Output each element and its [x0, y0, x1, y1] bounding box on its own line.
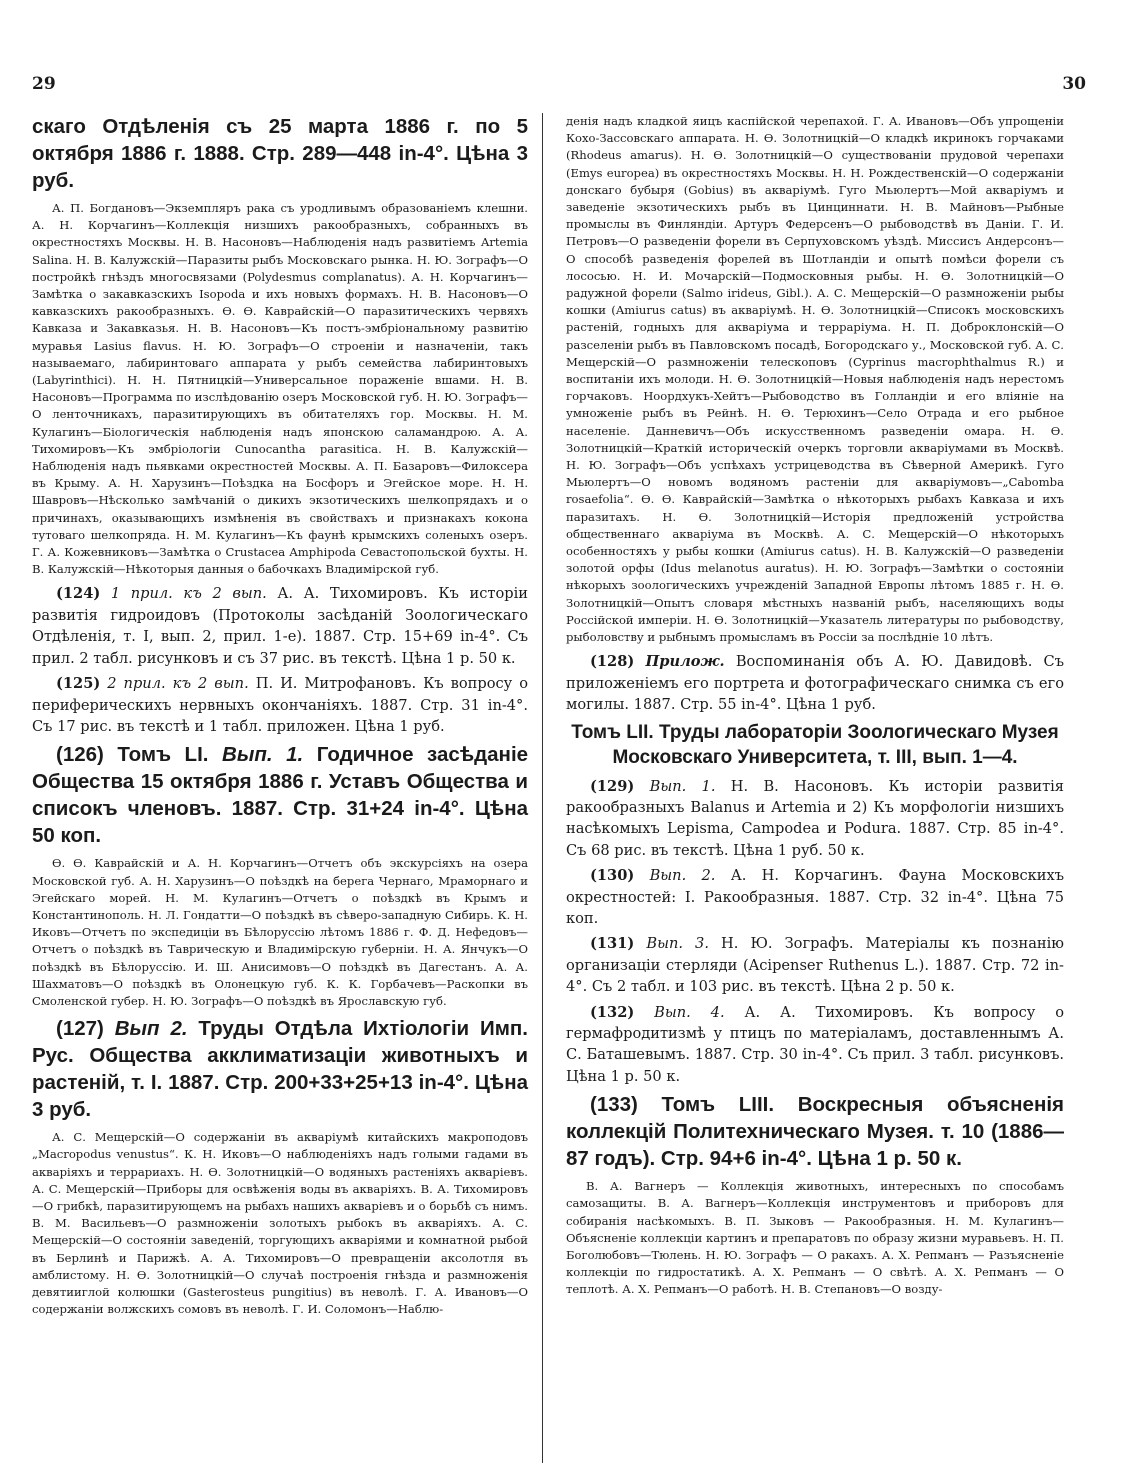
entry-text: А. А. Тихомировъ. Къ вопросу о гермафродитизмѣ у птицъ по матеріаламъ, доставленнымъ А. С. Баташевымъ. 1887. Стр. 30 in-4°. Съ прил. 3 табл. рисунковъ. Цѣна 1 р. 50 к.: [566, 1003, 1065, 1085]
contents-126: Ѳ. Ѳ. Каврайскій и А. Н. Корчагинъ—Отчетъ объ экскурсіяхъ на озера Московской губ. А. Н. Харузинъ—О поѣздкѣ на берега Чернаго, Мраморнаго и Эгейскаго морей. Н. М. Кулагинъ—Отчетъ о поѣздкѣ въ Крымъ и Константинополь. Н. Л. Гондатти—О поѣздкѣ въ сѣверо-западную Сибирь. К. Н. Иковъ—Отчетъ по экспедиціи въ Бѣлоруссію лѣтомъ 1886 г. Ф. Д. Нефедовъ—Отчетъ о поѣздкѣ въ Таврическую и Владимірскую губерніи. Н. А. Янчукъ—О поѣздкѣ въ Бѣлоруссію. И. Ш. Анисимовъ—О поѣздкѣ въ Дагестанъ. А. А. Шахматовъ—О поѣздкѣ въ Олонецкую губ. К. К. Горбачевъ—Раскопки въ Смоленской губер. Н. Ю. Зографъ—О поѣздкѣ въ Ярославскую губ.: [32, 856, 528, 1008]
heading-1886: скаго Отдѣленія съ 25 марта 1886 г. по 5 октября 1886 г. 1888. Стр. 289—448 in-4°. Цѣна 3 руб.: [32, 115, 528, 192]
contents-133: В. А. Вагнеръ — Коллекція животныхъ, интересныхъ по способамъ самозащиты. В. А. Вагнеръ—Коллекція инструментовъ и приборовъ для собиранія насѣкомыхъ. В. П. Зыковъ — Ракообразныя. Н. М. Кулагинъ—Объясненіе коллекціи картинъ и препаратовъ по образу жизни муравьевъ. Н. П. Боголюбовъ—Тюлень. Н. Ю. Зографъ — О ракахъ. А. Х. Репманъ — Разъясненіе коллекціи по гидростатикѣ. А. Х. Репманъ — О свѣтѣ. А. Х. Репманъ — О теплотѣ. А. Х. Репманъ—О работѣ. Н. В. Степановъ—О возду-: [566, 1179, 1064, 1297]
contents-1886: А. П. Богдановъ—Экземпляръ рака съ уродливымъ образованіемъ клешни. А. Н. Корчагинъ—Коллекція низшихъ ракообразныхъ, собранныхъ въ окрестностяхъ Москвы. Н. В. Насоновъ—Наблюденія надъ развитіемъ Artemia Salina. Н. В. Калужскій—Паразиты рыбъ Московскаго рынка. Н. Ю. Зографъ—О постройкѣ гнѣздъ многосвязами (Polydesmus complanatus). А. Н. Корчагинъ—Замѣтка о закавказскихъ Isopoda и ихъ новыхъ формахъ. Н. В. Насоновъ—О кавказскихъ ракообразныхъ. Ѳ. Ѳ. Каврайскій—О паразитическихъ червяхъ Кавказа и Закавказья. Н. В. Насоновъ—Къ постъ-эмбріональному развитію муравья Lasius flavus. Н. Ю. Зографъ—О строеніи и назначеніи, такъ называемаго, лабиринтоваго аппарата у рыбъ семейства лабиринтовыхъ (Labyrinthici). Н. Н. Пятницкій—Универсальное пораженіе вшами. Н. В. Насоновъ—Программа по изслѣдованію озеръ Московской губ. Н. Ю. Зографъ—О ленточникахъ, паразитирующихъ въ обитателяхъ гор. Москвы. Н. М. Кулагинъ—Біологическія наблюденія надъ японскою саламандрою. А. А. Тихомировъ—Къ эмбріологіи Cunocantha parasitica. Н. В. Калужскій—Наблюденія надъ пьявками окрестностей Москвы. А. П. Базаровъ—Филоксера въ Крыму. А. Н. Харузинъ—Поѣздка на Босфоръ и Эгейское море. Н. Н. Шавровъ—Нѣсколько замѣчаній о дикихъ экзотическихъ шелкопрядахъ и о причинахъ, оказывающихъ измѣненія въ свойствахъ и признакахъ кокона тутоваго шелкопряда. Н. М. Кулагинъ—Къ фаунѣ крымскихъ соленыхъ озеръ. Г. А. Кожевниковъ—Замѣтка о Crustacea Amphipoda Севастопольской бухты. Н. В. Калужскій—Нѣкоторыя данныя о бабочкахъ Владимірской губ.: [32, 201, 528, 577]
entry-text: П. И. Митрофановъ. Къ вопросу о периферическихъ нервныхъ окончаніяхъ. 1887. Стр. 31 in-4°. Съ 17 рис. въ текстѣ и 1 табл. приложен. Цѣна 1 руб.: [32, 675, 529, 735]
entry-130: [566, 865, 1064, 929]
entry-128: [566, 651, 1064, 715]
entry-issue: 2 прил. къ 2 вып.: [107, 675, 249, 693]
entry-text: Воспоминанія объ А. Ю. Давидовѣ. Съ приложеніемъ его портрета и фотографическаго снимка съ его могилы. 1887. Стр. 55 in-4°. Цѣна 1 руб.: [566, 653, 1065, 714]
entry-issue: Прилож.: [645, 653, 725, 671]
entry-132: [566, 1002, 1064, 1088]
entry-issue: Вып. 1.: [222, 743, 304, 767]
entry-number: (126): [56, 743, 104, 767]
entry-issue: Вып. 3.: [646, 935, 709, 953]
contents-127: А. С. Мещерскій—О содержаніи въ акваріумѣ китайскихъ макроподовъ „Macropodus venustus“. К. Н. Иковъ—О наблюденіяхъ надъ голыми гадами въ акваріяхъ и террариахъ. Н. Ѳ. Золотницкій—О водяныхъ растеніяхъ акваріевъ. А. С. Мещерскій—Приборы для освѣженія воды въ акваріяхъ. В. А. Тихомировъ—О грибкѣ, паразитирующемъ на рыбахъ нашихъ акваріевъ и о борьбѣ съ нимъ. В. М. Васильевъ—О размноженіи золотыхъ рыбокъ въ акваріяхъ. А. С. Мещерскій—О состояніи заведеній, торгующихъ акваріями и комнатной рыбой въ Берлинѣ и Парижѣ. А. А. Тихомировъ—О превращеніи аксолотля въ амблистому. Н. Ѳ. Золотницкій—О случаѣ построенія гнѣзда и размноженія девятииглой колюшки (Gasterosteus pungitius) въ неволѣ. Г. А. Ивановъ—О содержаніи волжскихъ сомовъ въ неволѣ. Г. И. Соломонъ—Наблю-: [32, 1130, 528, 1317]
column-divider: [542, 113, 543, 1463]
entry-129: [566, 776, 1064, 862]
entry-issue: Вып. 1.: [649, 777, 716, 795]
entry-133: [566, 1091, 1064, 1172]
entry-issue: Вып. 4.: [654, 1003, 725, 1021]
entry-volume: Томъ LI.: [117, 743, 209, 767]
right-column: [566, 113, 1064, 1304]
entry-text: Н. Ю. Зографъ. Матеріалы къ познанію организаціи стерляди (Acipenser Ruthenus L.). 1887. Стр. 72 in-4°. Съ 2 табл. и 103 рис. въ текстѣ. Цѣна 2 р. 50 к.: [566, 935, 1065, 996]
entry-text: Годичное засѣданіе Общества 15 октября 1886 г. Уставъ Общества и списокъ членовъ. 1887. Стр. 31+24 in-4°. Цѣна 50 коп.: [32, 743, 529, 848]
entry-number: (124): [56, 585, 101, 603]
entry-issue: 1 прил. къ 2 вып.: [110, 585, 267, 603]
entry-text: Труды Отдѣла Ихтіологіи Имп. Рус. Общества акклиматизаціи животныхъ и растеній, т. I. 1887. Стр. 200+33+25+13 in-4°. Цѣна 3 руб.: [32, 1017, 528, 1122]
entry-131: [566, 933, 1064, 997]
entry-text: Воскресныя объясненія коллекцій Политехническаго Музея. т. 10 (1886—87 годъ). Стр. 94+6 in-4°. Цѣна 1 р. 50 к.: [566, 1093, 1064, 1171]
left-column: [32, 113, 528, 1323]
entry-number: (127): [56, 1017, 104, 1041]
page-number-left: 29: [32, 74, 56, 94]
entry-124: [32, 583, 528, 669]
entry-issue: Вып 2.: [114, 1017, 188, 1041]
heading-volume-lii: Томъ LII. Труды лабораторіи Зоологическаго Музея Московскаго Университета, т. III, вып. 1—4.: [571, 721, 1059, 768]
entry-number: (132): [590, 1003, 635, 1021]
entry-number: (130): [590, 867, 635, 885]
page-number-right: 30: [1062, 74, 1086, 94]
entry-volume: Томъ LIII.: [661, 1093, 775, 1117]
contents-127-continued: денія надъ кладкой яицъ каспійской черепахой. Г. А. Ивановъ—Объ упрощеніи Кохо-Зассовскаго аппарата. Н. Ѳ. Золотницкій—О кладкѣ икринокъ горчаками (Rhodeus amarus). Н. Ѳ. Золотницкій—О существованіи прудовой черепахи (Emys europea) въ окрестностяхъ Москвы. Н. Н. Рождественскій—О содержаніи донскаго бубыря (Gobius) въ акваріумѣ. Гуго Мьюлертъ—Мой акваріумъ и заведеніе экзотическихъ рыбъ въ Цинциннати. Н. В. Майновъ—Рыбные промыслы въ Финляндіи. Артуръ Федерсенъ—О рыбоводствѣ въ Даніи. Г. И. Петровъ—О разведеніи форели въ Серпуховскомъ уѣздѣ. Миссисъ Андерсонъ—О способѣ разведенія форелей въ Шотландіи и опытѣ помѣси форели съ лососью. Н. И. Мочарскій—Подмосковныя рыбы. Н. Ѳ. Золотницкій—О радужной форели (Salmo irideus, Gibl.). А. С. Мещерскій—О размноженіи рыбы кошки (Amiurus catus) въ акваріумѣ. Н. Ѳ. Золотницкій—Списокъ московскихъ растеній, годныхъ для акваріума и террарiума. Н. П. Доброклонскій—О разселеніи рыбъ въ Павловскомъ посадѣ, Богородскаго у., Московской губ. А. С. Мещерскій—О размноженіи телескоповъ (Cyprinus macrophthalmus R.) и воспитаніи ихъ молоди. Н. Ѳ. Золотницкій—Новыя наблюденія надъ нерестомъ горчаковъ. Ноордхукъ-Хейтъ—Рыбоводство въ Голландіи и его вліяніе на умноженіе рыбъ въ Рейнѣ. Н. Ѳ. Терюхинъ—Село Отрада и его рыбное населеніе. Данневичъ—Объ искусственномъ разведеніи омара. Н. Ѳ. Золотницкій—Краткій историческій очеркъ торговли акваріумами въ Москвѣ. Н. Ю. Зографъ—Объ успѣхахъ устрицеводства въ Сѣверной Америкѣ. Гуго Мьюлертъ—О новомъ водяномъ растеніи для акваріумовъ—„Cabomba rosaefolia“. Ѳ. Ѳ. Каврайскій—Замѣтка о нѣкоторыхъ рыбахъ Кавказа и ихъ паразитахъ. Н. Ѳ. Золотницкій—Исторія предложеній устройства общественнаго акваріума въ Москвѣ. А. С. Мещерскій—О нѣкоторыхъ особенностяхъ у рыбы кошки (Amiurus catus). Н. В. Калужскій—О разведеніи золотой орфы (Idus melanotus auratus). Н. Ю. Зографъ—Замѣтки о состояніи нѣкорыхъ зоологическихъ учрежденій Западной Европы лѣтомъ 1885 г. Н. Ѳ. Золотницкій—Опытъ словаря мѣстныхъ названій рыбъ, населяющихъ воды Россійской имперіи. Н. Ѳ. Золотницкій—Указатель литературы по рыбоводству, рыболовству и рыбнымъ промысламъ въ Россіи за послѣдніе 10 лѣтъ.: [566, 114, 1064, 645]
entry-text: Н. В. Насоновъ. Къ исторіи развитія ракообразныхъ Balanus и Artemia и 2) Къ морфологіи низшихъ насѣкомыхъ Lepisma, Campodea и Podura. 1887. Стр. 85 in-4°. Съ 68 рис. въ текстѣ. Цѣна 1 руб. 50 к.: [566, 777, 1065, 859]
entry-126: [32, 741, 528, 849]
entry-number: (131): [590, 935, 635, 953]
entry-text: А. Н. Корчагинъ. Фауна Московскихъ окрестностей: I. Ракообразныя. 1887. Стр. 32 in-4°. Цѣна 75 коп.: [566, 867, 1065, 927]
entry-number: (128): [590, 653, 635, 671]
entry-issue: Вып. 2.: [649, 867, 716, 885]
entry-number: (133): [590, 1093, 638, 1117]
entry-text: А. А. Тихомировъ. Къ исторіи развитія гидроидовъ (Протоколы засѣданій Зоологическаго Отдѣленія, т. I, вып. 2, прил. 1-е). 1887. Стр. 15+69 in-4°. Съ прил. 2 табл. рисунковъ и съ 37 рис. въ текстѣ. Цѣна 1 р. 50 к.: [32, 585, 528, 667]
entry-127: [32, 1015, 528, 1123]
entry-125: [32, 673, 528, 737]
entry-number: (129): [590, 777, 635, 795]
entry-number: (125): [56, 675, 101, 693]
